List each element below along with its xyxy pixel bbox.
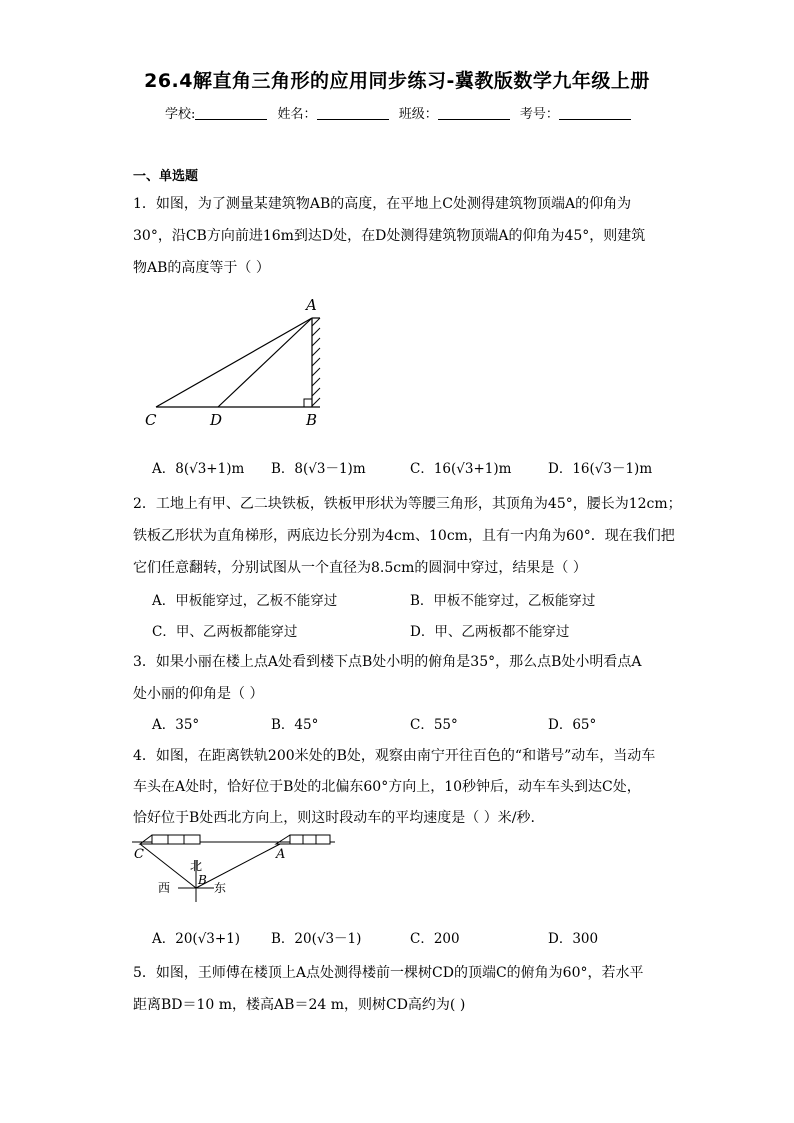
q5-line-1: 5．如图，王师傅在楼顶上A点处测得楼前一棵树CD的顶端C的俯角为60°，若水平	[133, 965, 644, 981]
student-info-row	[165, 103, 637, 122]
label-a2: A	[276, 847, 286, 862]
q1-option-a[interactable]: A．8(√3+1)m	[152, 461, 245, 477]
school-label: 学校:	[165, 107, 196, 122]
label-b: B	[306, 411, 318, 429]
q2-option-d[interactable]: D．甲、乙两板都不能穿过	[410, 624, 570, 640]
label-c: C	[145, 411, 157, 429]
q4-line-1: 4．如图，在距离铁轨200米处的B处，观察由南宁开往百色的“和谐号”动车，当动车	[133, 748, 656, 764]
label-north: 北	[190, 859, 203, 873]
q4-line-2: 车头在A处时，恰好位于B处的北偏东60°方向上，10秒钟后，动车车头到达C处，	[133, 779, 641, 795]
class-label: 班级：	[398, 107, 438, 122]
label-c2: C	[134, 847, 144, 862]
label-d: D	[210, 411, 223, 429]
q1-line-2: 30°，沿CB方向前进16m到达D处，在D处测得建筑物顶端A的仰角为45°，则建筑	[133, 228, 646, 244]
number-label: 考号：	[519, 107, 559, 122]
school-blank[interactable]	[195, 107, 267, 120]
q1-line-3: 物AB的高度等于（ ）	[133, 260, 270, 276]
train-c	[152, 835, 200, 844]
q3-option-c[interactable]: C．55°	[410, 717, 458, 733]
train-c-nose	[140, 835, 152, 844]
q2-option-b[interactable]: B．甲板不能穿过，乙板能穿过	[410, 593, 596, 609]
train-a	[290, 835, 330, 844]
q1-option-b[interactable]: B．8(√3－1)m	[271, 461, 366, 477]
q2-option-c[interactable]: C．甲、乙两板都能穿过	[152, 624, 298, 640]
q2-option-a[interactable]: A．甲板能穿过，乙板不能穿过	[152, 593, 338, 609]
q4-option-d[interactable]: D．300	[548, 931, 599, 947]
number-blank[interactable]	[559, 107, 631, 120]
line-da	[218, 318, 312, 407]
right-angle-mark	[304, 399, 312, 407]
class-blank[interactable]	[438, 107, 510, 120]
q3-option-a[interactable]: A．35°	[152, 717, 200, 733]
line-ba	[196, 844, 280, 888]
q1-option-c[interactable]: C．16(√3+1)m	[410, 461, 512, 477]
q4-option-c[interactable]: C．200	[410, 931, 460, 947]
q1-option-d[interactable]: D．16(√3－1)m	[548, 461, 653, 477]
section-heading: 一、单选题	[133, 169, 199, 184]
train-a-nose	[276, 835, 290, 844]
q2-line-2: 铁板乙形状为直角梯形，两底边长分别为4cm、10cm，且有一内角为60°．现在我们把	[133, 528, 675, 544]
q3-option-d[interactable]: D．65°	[548, 717, 597, 733]
q2-line-3: 它们任意翻转，分别试图从一个直径为8.5cm的圆洞中穿过，结果是（ ）	[133, 560, 587, 576]
page-title: 26.4解直角三角形的应用同步练习-冀教版数学九年级上册	[144, 70, 650, 92]
q3-option-b[interactable]: B．45°	[271, 717, 319, 733]
q3-line-1: 3．如果小丽在楼上点A处看到楼下点B处小明的俯角是35°，那么点B处小明看点A	[133, 654, 642, 670]
q2-line-1: 2．工地上有甲、乙二块铁板，铁板甲形状为等腰三角形，其顶角为45°，腰长为12cm；	[133, 496, 682, 512]
name-blank[interactable]	[317, 107, 389, 120]
name-label: 姓名：	[277, 107, 317, 122]
q4-figure	[130, 830, 340, 910]
label-west: 西	[158, 881, 171, 895]
q1-line-1: 1．如图，为了测量某建筑物AB的高度，在平地上C处测得建筑物顶端A的仰角为	[133, 196, 632, 212]
label-east: 东	[214, 881, 227, 895]
q4-option-b[interactable]: B．20(√3－1)	[271, 931, 362, 947]
q4-line-3: 恰好位于B处西北方向上，则这时段动车的平均速度是（ ）米/秒.	[133, 810, 535, 826]
q5-line-2: 距离BD＝10 m，楼高AB＝24 m，则树CD高约为( )	[133, 997, 466, 1013]
q4-option-a[interactable]: A．20(√3+1)	[152, 931, 241, 947]
q3-line-2: 处小丽的仰角是（ ）	[133, 686, 264, 702]
q1-figure	[140, 292, 340, 432]
label-b2: B	[198, 873, 207, 887]
line-ca	[156, 318, 312, 407]
building-hatch	[312, 318, 320, 406]
label-a: A	[306, 296, 317, 314]
